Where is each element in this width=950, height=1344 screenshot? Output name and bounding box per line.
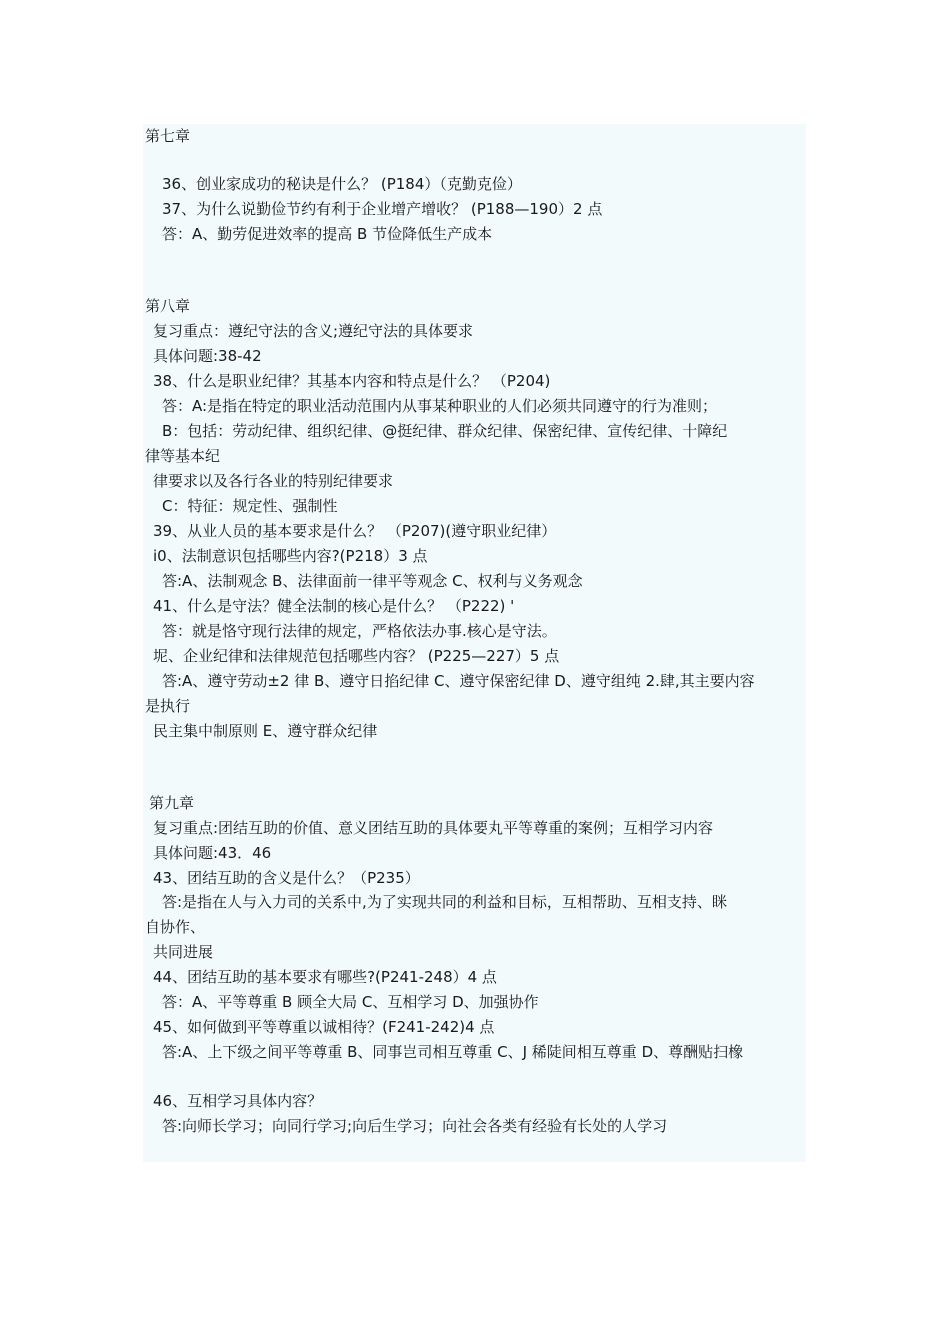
answer-42-cont2: 民主集中制原则 E、遵守群众纪律 — [153, 722, 378, 740]
question-41: 41、什么是守法？健全法制的核心是什么？ （P222) ' — [153, 597, 515, 615]
question-45: 45、如何做到平等尊重以诚相待？(F241-242)4 点 — [153, 1018, 495, 1036]
answer-42-cont: 是执行 — [145, 697, 191, 715]
chapter-9-heading: 第九章 — [149, 794, 195, 812]
question-43: 43、团结互助的含义是什么？（P235） — [153, 869, 420, 887]
answer-43-cont: 自协作、 — [145, 918, 206, 936]
answer-38-b-cont2: 律要求以及各行各业的特别纪律要求 — [153, 472, 394, 490]
question-37: 37、为什么说勤俭节约有利于企业增产增收？ (P188—190）2 点 — [162, 200, 603, 218]
question-46: 46、互相学习具体内容？ — [153, 1092, 323, 1110]
question-36: 36、创业家成功的秘诀是什么？ (P184）（克勤克俭） — [162, 175, 522, 193]
question-42: 坭、企业纪律和法律规范包括哪些内容？ (P225—227）5 点 — [153, 647, 560, 665]
chapter-7-heading: 第七章 — [145, 127, 191, 145]
answer-38-b: B：包括：劳动纪律、组织纪律、@挺纪律、群众纪律、保密纪律、宣传纪律、十障纪 — [162, 422, 728, 440]
answer-42: 答:A、遵守劳动±2 律 B、遵守日掐纪律 C、遵守保密纪律 D、遵守组纯 2.肆,其主要内容 — [162, 672, 755, 690]
chapter-8-heading: 第八章 — [145, 297, 191, 315]
question-39: 39、从业人员的基本要求是什么？ （P207)(遵守职业纪律） — [153, 522, 557, 540]
answer-38-a: 答：A:是指在特定的职业活动范围内从事某种职业的人们必须共同遵守的行为准则； — [162, 397, 718, 415]
question-38: 38、什么是职业纪律？其基本内容和特点是什么？ （P204) — [153, 372, 551, 390]
question-40: i0、法制意识包括哪些内容?(P218）3 点 — [153, 547, 428, 565]
chapter-8-review-focus: 复习重点：遵纪守法的含义;遵纪守法的具体要求 — [153, 322, 474, 340]
answer-40: 答:A、法制观念 B、法律面前一律平等观念 C、权利与义务观念 — [162, 572, 583, 590]
question-44: 44、团结互助的基本要求有哪些?(P241-248）4 点 — [153, 968, 497, 986]
answer-46: 答:向师长学习；向同行学习;向后生学习；向社会各类有经验有长处的人学习 — [162, 1117, 668, 1135]
chapter-8-questions-range: 具体问题:38-42 — [153, 347, 262, 365]
chapter-9-questions-range: 具体问题:43．46 — [153, 844, 272, 862]
answer-41: 答：就是恪守现行法律的规定，严格依法办事.核心是守法。 — [162, 622, 557, 640]
answer-37: 答：A、勤劳促进效率的提高 B 节俭降低生产成本 — [162, 225, 493, 243]
answer-45: 答:A、上下级之间平等尊重 B、同事岂司相互尊重 C、J 稀陡间相互尊重 D、尊酬贴扫橡 — [162, 1043, 744, 1061]
answer-43-cont2: 共同进展 — [153, 943, 214, 961]
answer-38-b-cont: 律等基本纪 — [145, 447, 221, 465]
answer-43: 答:是指在人与入力司的关系中,为了实现共同的利益和目标，互相帮助、互相支持、眯 — [162, 893, 727, 911]
chapter-9-review-focus: 复习重点:团结互助的价值、意义团结互助的具体要丸平等尊重的案例；互相学习内容 — [153, 819, 714, 837]
answer-38-c: C：特征：规定性、强制性 — [162, 497, 338, 515]
answer-44: 答：A、平等尊重 B 顾全大局 C、互相学习 D、加强协作 — [162, 993, 539, 1011]
